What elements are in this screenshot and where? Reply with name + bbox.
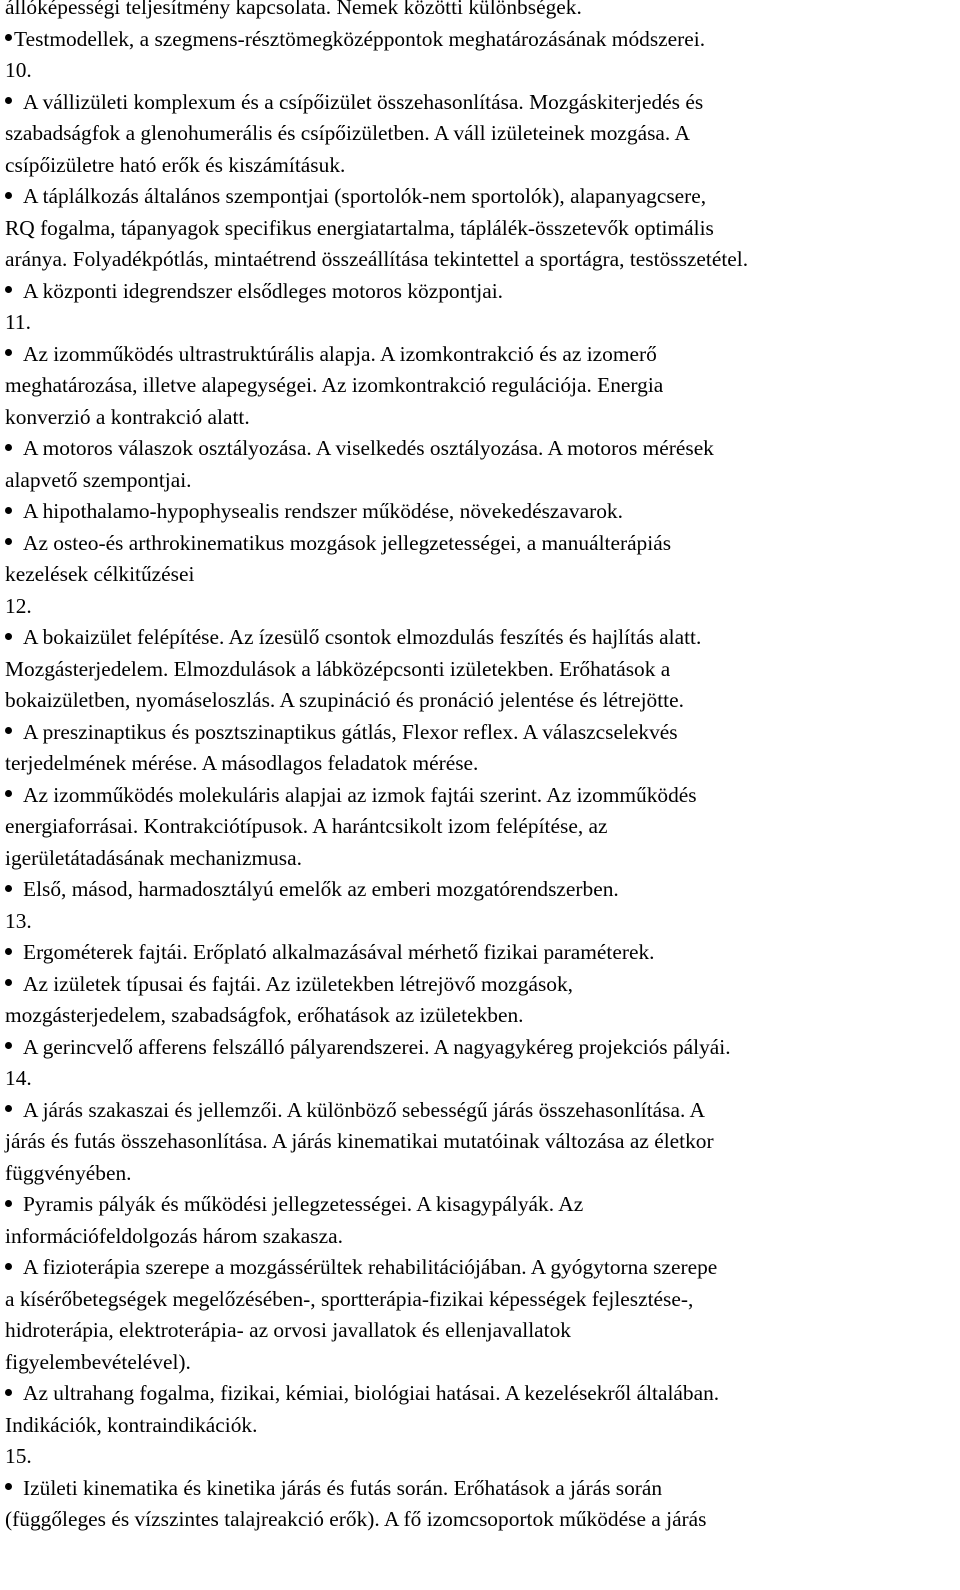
line-text: a kísérőbetegségek megelőzésében-, sportterápia-fizikai képességek fejlesztése-,: [5, 1286, 694, 1311]
line-text: állóképességi teljesítmény kapcsolata. Nemek közötti különbségek.: [5, 0, 582, 19]
line-text: Testmodellek, a szegmens-résztömegközéppontok meghatározásának módszerei.: [14, 26, 706, 51]
line-text: Ergométerek fajtái. Erőplató alkalmazásával mérhető fizikai paraméterek.: [23, 940, 655, 964]
bullet-icon: [5, 507, 12, 514]
text-line: [5, 1284, 955, 1316]
bullet-icon: [5, 349, 12, 356]
bullet-list-item: [5, 969, 955, 1001]
line-text: A fizioterápia szerepe a mozgássérültek rehabilitációjában. A gyógytorna szerepe: [23, 1255, 718, 1279]
line-text: A járás szakaszai és jellemzői. A különböző sebességű járás összehasonlítása. A: [23, 1097, 705, 1122]
line-text: kezelések célkitűzései: [5, 562, 195, 586]
bullet-icon: [5, 885, 12, 892]
line-text: 12.: [5, 593, 32, 618]
text-line: [5, 654, 955, 686]
bullet-icon: [5, 948, 12, 955]
bullet-list-item: [5, 622, 955, 654]
line-text: járás és futás összehasonlítása. A járás kinematikai mutatóinak változása az életkor: [5, 1129, 714, 1153]
text-line: [5, 1315, 955, 1347]
text-line: [5, 685, 955, 717]
bullet-icon: [5, 633, 12, 640]
line-text: Az izomműködés molekuláris alapjai az izmok fajtái szerint. Az izomműködés: [23, 782, 697, 807]
text-line: [5, 1158, 955, 1190]
line-text: 15.: [5, 1444, 32, 1468]
bullet-icon: [5, 1483, 12, 1490]
text-line: [5, 244, 955, 276]
bullet-icon: [5, 97, 12, 104]
bullet-list-item: [5, 339, 955, 371]
line-text: A motoros válaszok osztályozása. A viselkedés osztályozása. A motoros mérések: [23, 436, 714, 460]
text-line: [5, 1410, 955, 1442]
line-text: mozgásterjedelem, szabadságfok, erőhatások az izületekben.: [5, 1003, 524, 1027]
line-text: igerületátadásának mechanizmusa.: [5, 845, 302, 870]
line-text: Első, másod, harmadosztályú emelők az emberi mozgatórendszerben.: [23, 877, 619, 901]
bullet-icon: [5, 1200, 12, 1207]
text-line: [5, 150, 955, 182]
text-line: [5, 748, 955, 780]
line-text: információfeldolgozás három szakasza.: [5, 1223, 343, 1248]
document-body: [5, 0, 955, 1536]
line-text: Az ultrahang fogalma, fizikai, kémiai, biológiai hatásai. A kezelésekről általában.: [23, 1381, 720, 1405]
line-text: A hipothalamo-hypophysealis rendszer működése, növekedészavarok.: [23, 499, 623, 523]
bullet-icon: [5, 727, 12, 734]
text-line: [5, 307, 955, 339]
line-text: 10.: [5, 58, 32, 82]
bullet-icon: [5, 286, 12, 293]
line-text: A preszinaptikus és posztszinaptikus gátlás, Flexor reflex. A válaszcselekvés: [23, 719, 678, 744]
bullet-list-item: [5, 1032, 955, 1064]
bullet-icon: [5, 979, 12, 986]
text-line: [5, 1347, 955, 1379]
line-text: terjedelmének mérése. A másodlagos feladatok mérése.: [5, 751, 479, 775]
text-line: [5, 465, 955, 497]
line-text: csípőizületre ható erők és kiszámításuk.: [5, 152, 346, 177]
line-text: Az izületek típusai és fajtái. Az izületekben létrejövő mozgások,: [23, 971, 574, 996]
line-text: Pyramis pályák és működési jellegzetességei. A kisagypályák. Az: [23, 1192, 584, 1216]
bullet-icon: [5, 1263, 12, 1270]
bullet-list-item: [5, 780, 955, 812]
text-line: [5, 1063, 955, 1095]
bullet-list-item: [5, 496, 955, 528]
bullet-list-item: [5, 1252, 955, 1284]
line-text: függvényében.: [5, 1160, 132, 1185]
line-text: A központi idegrendszer elsődleges motoros központjai.: [23, 278, 503, 303]
line-text: 11.: [5, 310, 31, 334]
line-text: 13.: [5, 908, 32, 933]
text-line: [5, 370, 955, 402]
text-line: [5, 906, 955, 938]
bullet-list-item: [5, 717, 955, 749]
line-text: Indikációk, kontraindikációk.: [5, 1412, 258, 1437]
bullet-list-item: [5, 1095, 955, 1127]
text-line: [5, 0, 955, 24]
line-text: konverzió a kontrakció alatt.: [5, 404, 250, 429]
line-text: 14.: [5, 1066, 32, 1090]
bullet-list-item: [5, 874, 955, 906]
bullet-list-item: [5, 937, 955, 969]
bullet-list-item: [5, 1473, 955, 1505]
bullet-icon: [5, 444, 12, 451]
line-text: Az izomműködés ultrastruktúrális alapja. A izomkontrakció és az izomerő: [23, 341, 657, 366]
bullet-icon: [5, 1389, 12, 1396]
text-line: [5, 1126, 955, 1158]
text-line: [5, 1504, 955, 1536]
bullet-list-item: [5, 528, 955, 560]
line-text: A bokaizület felépítése. Az ízesülő csontok elmozdulás feszítés és hajlítás alatt.: [23, 625, 702, 649]
line-text: A vállizületi komplexum és a csípőizület összehasonlítása. Mozgáskiterjedés és: [23, 89, 704, 114]
line-text: RQ fogalma, tápanyagok specifikus energiatartalma, táplálék-összetevők optimális: [5, 215, 714, 240]
line-text: Mozgásterjedelem. Elmozdulások a lábközépcsonti izületekben. Erőhatások a: [5, 656, 671, 681]
bullet-list-item: [5, 1189, 955, 1221]
text-line: [5, 1441, 955, 1473]
line-text: alapvető szempontjai.: [5, 467, 192, 492]
bullet-icon: [5, 1042, 12, 1049]
text-line: [5, 811, 955, 843]
text-line: [5, 118, 955, 150]
bullet-list-item: [5, 1378, 955, 1410]
line-text: szabadságfok a glenohumerális és csípőizületben. A váll izületeinek mozgása. A: [5, 121, 690, 145]
text-line: [5, 591, 955, 623]
bullet-list-item: [5, 433, 955, 465]
line-text: Az osteo-és arthrokinematikus mozgások jellegzetességei, a manuálterápiás: [23, 530, 672, 555]
bullet-icon: [5, 34, 12, 41]
line-text: energiaforrásai. Kontrakciótípusok. A harántcsikolt izom felépítése, az: [5, 814, 608, 838]
line-text: meghatározása, illetve alapegységei. Az izomkontrakció regulációja. Energia: [5, 373, 664, 397]
bullet-list-item: [5, 276, 955, 308]
bullet-icon: [5, 1105, 12, 1112]
text-line: [5, 213, 955, 245]
bullet-list-item: [5, 24, 955, 56]
line-text: bokaizületben, nyomáseloszlás. A szupináció és pronáció jelentése és létrejötte.: [5, 688, 684, 712]
bullet-icon: [5, 192, 12, 199]
text-line: [5, 402, 955, 434]
bullet-icon: [5, 538, 12, 545]
text-line: [5, 1221, 955, 1253]
line-text: A táplálkozás általános szempontjai (sportolók-nem sportolók), alapanyagcsere,: [23, 184, 707, 208]
text-line: [5, 559, 955, 591]
line-text: hidroterápia, elektroterápia- az orvosi javallatok és ellenjavallatok: [5, 1318, 572, 1342]
text-line: [5, 843, 955, 875]
bullet-icon: [5, 790, 12, 797]
text-line: [5, 1000, 955, 1032]
line-text: A gerincvelő afferens felszálló pályarendszerei. A nagyagykéreg projekciós pályái.: [23, 1034, 731, 1059]
line-text: Izületi kinematika és kinetika járás és futás során. Erőhatások a járás során: [23, 1475, 663, 1500]
bullet-list-item: [5, 181, 955, 213]
line-text: figyelembevételével).: [5, 1349, 191, 1374]
line-text: aránya. Folyadékpótlás, mintaétrend összeállítása tekintettel a sportágra, testösszetétel.: [5, 247, 749, 271]
bullet-list-item: [5, 87, 955, 119]
line-text: (függőleges és vízszintes talajreakció erők). A fő izomcsoportok működése a járás: [5, 1507, 707, 1531]
text-line: [5, 55, 955, 87]
